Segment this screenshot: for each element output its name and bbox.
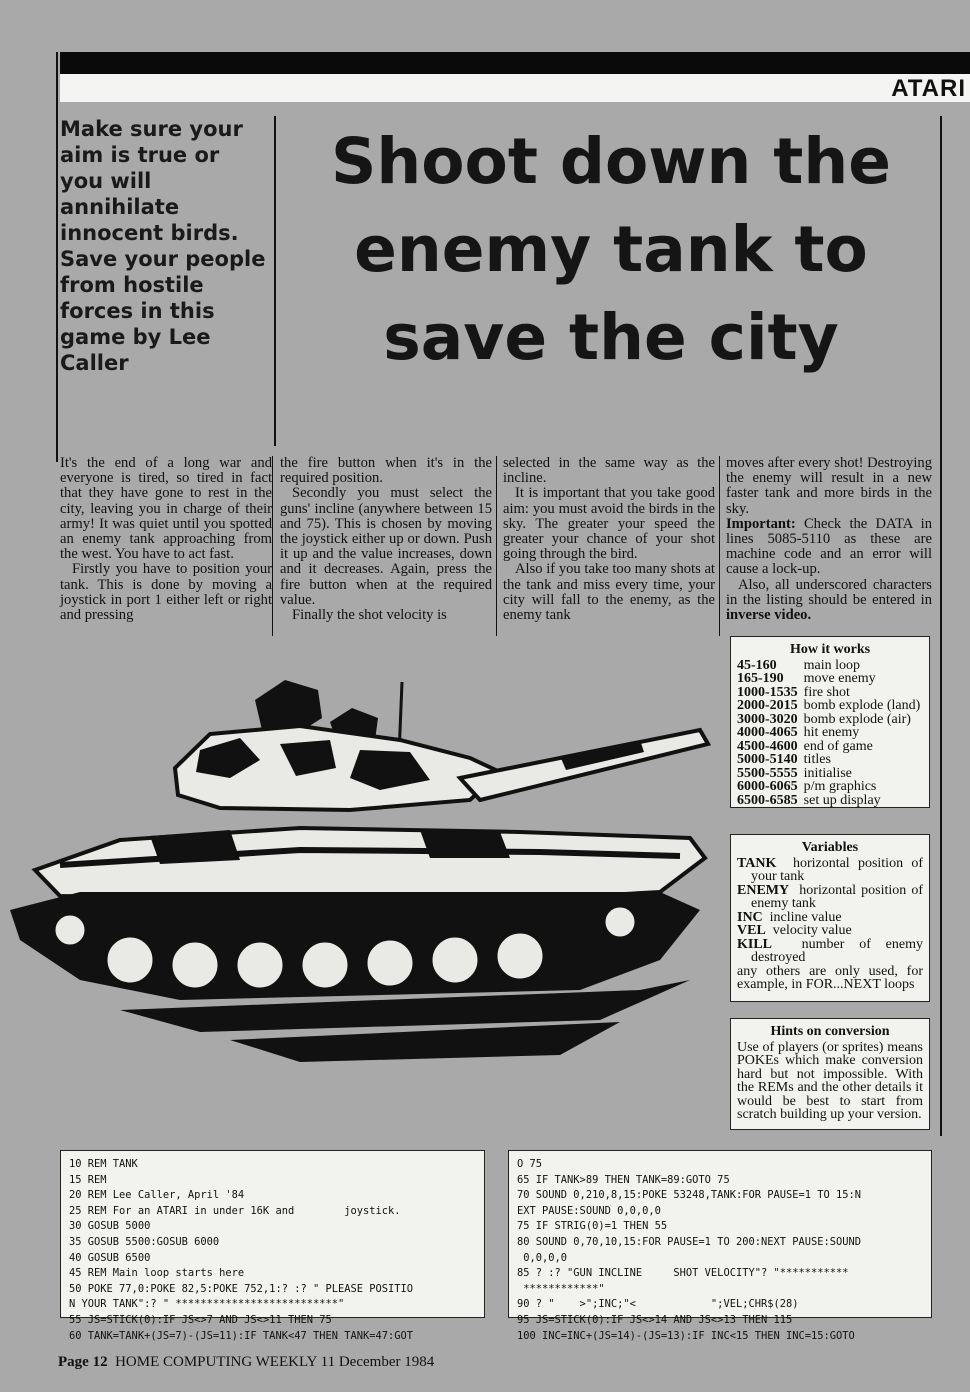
variables-title: Variables	[801, 840, 859, 855]
table-row	[737, 767, 920, 781]
article-paragraph: selected in the same way as the incline.	[503, 455, 715, 487]
variable-item	[737, 924, 923, 938]
line-range: 6000-6065	[737, 779, 798, 794]
variables-note: any others are only used, for example, in FOR...NEXT loops	[737, 963, 923, 992]
table-row	[737, 686, 920, 700]
line-desc: initialise	[803, 765, 852, 781]
how-it-works-table	[737, 659, 920, 808]
table-row	[737, 713, 920, 727]
inverse-video-text: inverse video.	[726, 607, 812, 624]
article-paragraph	[726, 578, 932, 624]
article-paragraph: It is important that you take good aim: you must avoid the birds in the sky. The greater your speed the greater your chance of your shot going through the bird.	[503, 485, 715, 563]
table-row	[737, 659, 920, 673]
right-margin-rule	[940, 116, 942, 1136]
line-range: 45-160	[737, 657, 777, 673]
article-paragraph: the fire button when it's in the required position.	[280, 455, 492, 487]
column-rule	[272, 456, 273, 636]
column-rule	[719, 456, 720, 636]
line-desc: set up display	[803, 792, 881, 808]
line-desc: bomb explode (air)	[803, 711, 911, 727]
inverse-note: Also, all underscored characters in the listing should be entered in	[726, 576, 932, 608]
variable-desc: number of enemy destroyed	[751, 936, 924, 965]
line-range: 5500-5555	[737, 765, 798, 781]
variable-name: ENEMY	[737, 882, 790, 898]
table-row	[737, 699, 920, 713]
intro-divider	[274, 116, 276, 446]
headline: Shoot down the enemy tank to save the city	[331, 125, 891, 374]
program-listing-right: O 75 65 IF TANK>89 THEN TANK=89:GOTO 75 70 SOUND 0,210,8,15:POKE 53248,TANK:FOR PAUSE=1 TO 15:N EXT PAUSE:SOUND 0,0,0,0 75 IF STRIG(0)=1 THEN 55 80 SOUND 0,70,10,15:FOR PAUSE=1 TO 200:NEXT PAUSE:SOUND 0,0,0,0 85 ? :? "GUN INCLINE SHOT VELOCITY"? "*********** ************" 90 ? " >";INC;"< ";VEL;CHR$(28) 95 JS=STICK(0):IF JS<>14 AND JS<>13 THEN 115 100 INC=INC+(JS=14)-(JS=13):IF INC<15 THEN INC=15:GOTO	[508, 1150, 932, 1318]
line-desc: move enemy	[803, 671, 876, 686]
line-range: 2000-2015	[737, 698, 798, 713]
line-range: 3000-3020	[737, 711, 798, 727]
section-label: ATARI	[891, 75, 966, 102]
article-column-1	[60, 456, 272, 623]
article-paragraph: Secondly you must select the guns' incline (anywhere between 15 and 75). This is chosen by moving the joystick either up or down. Push it up and the value increases, down and it decreases. Again, press the fire button when at the required value.	[280, 485, 492, 608]
line-desc: p/m graphics	[803, 779, 877, 794]
variable-name: VEL	[737, 923, 766, 938]
line-range: 6500-6585	[737, 792, 798, 808]
tank-illustration	[0, 660, 720, 1130]
how-it-works-title: How it works	[789, 642, 871, 657]
line-desc: hit enemy	[803, 725, 860, 740]
line-range: 5000-5140	[737, 752, 798, 767]
variable-desc: horizontal position of your tank	[751, 855, 923, 884]
line-desc: end of game	[803, 738, 873, 754]
line-range: 165-190	[737, 671, 784, 686]
line-desc: bomb explode (land)	[803, 698, 921, 713]
intro-standfirst: Make sure your aim is true or you will annihilate innocent birds. Save your people from hostile forces in this game by Lee Caller	[60, 117, 266, 375]
variable-name: KILL	[737, 936, 773, 952]
article-column-3	[503, 456, 715, 623]
article-column-4	[726, 456, 932, 623]
left-margin-rule	[56, 52, 58, 462]
article-paragraph: Also if you take too many shots at the tank and miss every time, your city will fall to the enemy, as the enemy tank	[503, 561, 715, 624]
variable-item	[737, 884, 923, 911]
program-listing-left: 10 REM TANK 15 REM 20 REM Lee Caller, April '84 25 REM For an ATARI in under 16K and joystick. 30 GOSUB 5000 35 GOSUB 5500:GOSUB 6000 40 GOSUB 6500 45 REM Main loop starts here 50 POKE 77,0:POKE 82,5:POKE 752,1:? :? " PLEASE POSITIO N YOUR TANK":? " **************************" 55 JS=STICK(0):IF JS<>7 AND JS<>11 THEN 75 60 TANK=TANK+(JS=7)-(JS=11):IF TANK<47 THEN TANK=47:GOT	[60, 1150, 485, 1318]
variable-item	[737, 938, 923, 965]
variable-desc: horizontal position of enemy tank	[751, 882, 923, 911]
column-rule	[496, 456, 497, 636]
line-desc: main loop	[803, 657, 861, 673]
article-column-2	[280, 456, 492, 623]
variable-item	[737, 911, 923, 925]
header-white-bar	[60, 74, 970, 102]
article-paragraph: Finally the shot velocity is	[292, 607, 447, 624]
important-label: Important:	[726, 515, 796, 532]
article-paragraph: Firstly you have to position your tank. This is done by moving a joystick in port 1 either left or right and pressing	[60, 561, 272, 624]
variable-name: TANK	[737, 855, 777, 871]
variable-desc: velocity value	[772, 923, 852, 938]
line-desc: fire shot	[803, 684, 850, 700]
line-range: 4000-4065	[737, 725, 798, 740]
table-row	[737, 726, 920, 740]
table-row	[737, 753, 920, 767]
important-text: Check the DATA in lines 5085-5110 as these are machine code and an error will cause a lock-up.	[726, 515, 932, 578]
how-it-works-box	[730, 636, 930, 808]
variables-box	[730, 834, 930, 1002]
page-number: Page 12	[58, 1354, 108, 1370]
table-row	[737, 780, 920, 794]
hints-box	[730, 1018, 930, 1130]
line-desc: titles	[803, 752, 831, 767]
magazine-name: HOME COMPUTING WEEKLY 11 December 1984	[115, 1354, 435, 1370]
hints-title: Hints on conversion	[770, 1024, 890, 1039]
variable-item	[737, 857, 923, 884]
line-range: 1000-1535	[737, 684, 798, 700]
table-row	[737, 794, 920, 808]
hints-text: Use of players (or sprites) means POKEs which make conversion hard but not impossible. With the REMs and the other details it would be best to start from scratch building up your version.	[737, 1039, 923, 1122]
article-paragraph: moves after every shot! Destroying the enemy will result in a new faster tank and more birds in the sky.	[726, 455, 932, 517]
variable-desc: incline value	[769, 909, 842, 925]
article-paragraph: It's the end of a long war and everyone is tired, so tired in fact that they have gone to rest in the city, leaving you in charge of their army! It was quiet until you spotted an enemy tank approaching from the west. You have to act fast.	[60, 455, 272, 563]
variable-name: INC	[737, 909, 763, 925]
header-black-bar	[60, 52, 970, 74]
page-footer	[58, 1354, 434, 1371]
article-paragraph	[726, 517, 932, 578]
line-range: 4500-4600	[737, 738, 798, 754]
table-row	[737, 740, 920, 754]
table-row	[737, 672, 920, 686]
